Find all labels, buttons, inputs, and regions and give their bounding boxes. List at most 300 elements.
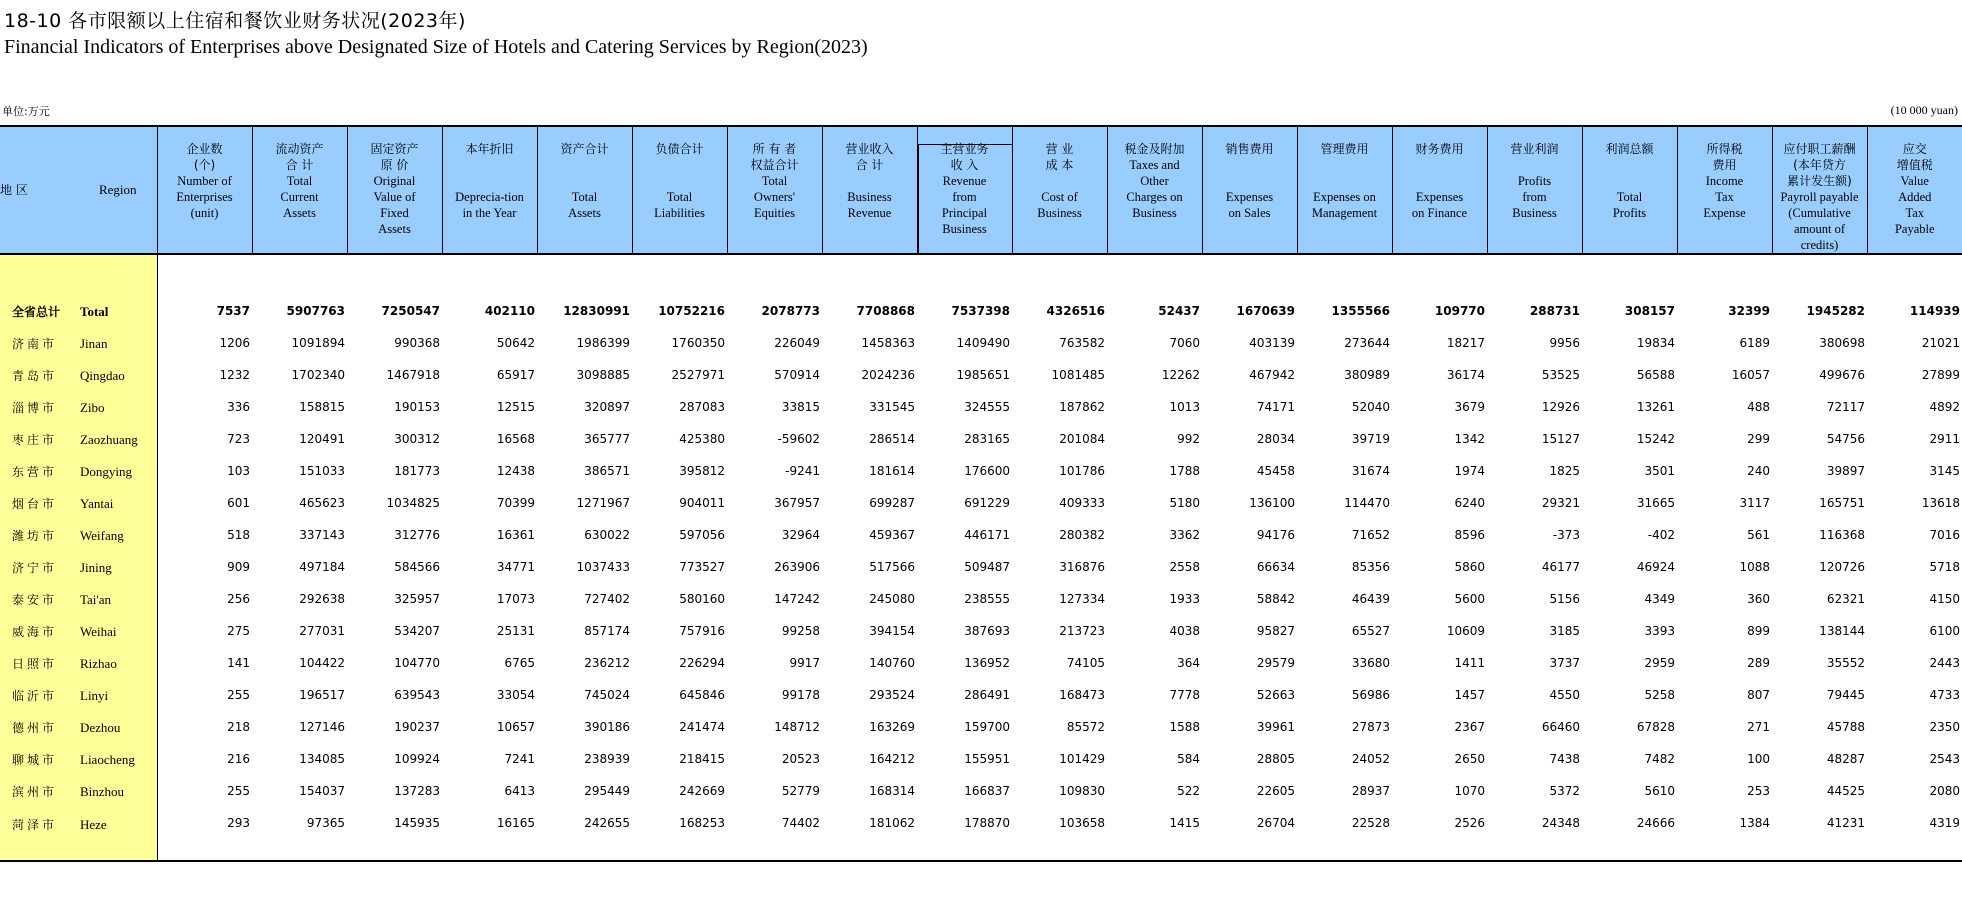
value-cell: 48287 [1826,752,1865,766]
value-cell: 1384 [1677,807,1772,861]
value-cell: 386571 [584,464,630,478]
value-cell: 336 [227,400,250,414]
value-cell: 5610 [1644,784,1675,798]
table-row [0,487,1962,519]
value-cell: 33815 [781,400,820,414]
value-cell: 138144 [1819,624,1865,638]
value-cell: 2526 [1392,807,1487,861]
value-cell: 148712 [774,720,820,734]
value-cell: 137283 [394,784,440,798]
column-header-cn: 企业数 (个) [186,142,223,172]
region-cell [0,519,157,551]
value-cell: 109770 [1434,304,1485,318]
value-cell: 74402 [727,807,822,861]
region-name-cn: 临沂市 [12,688,58,703]
value-cell: 275 [227,624,250,638]
column-header-cn: 主营业务 收 入 [940,142,989,172]
value-cell: 16568 [496,432,535,446]
value-cell: 7438 [1549,752,1580,766]
value-cell: 7537 [216,304,250,318]
value-cell: 79445 [1826,688,1865,702]
value-cell: 178870 [917,807,1012,861]
region-cell [0,359,157,391]
value-cell: -59602 [777,432,820,446]
value-cell: 31665 [1636,496,1675,510]
value-cell: 2527971 [671,368,725,382]
value-cell: 691229 [964,496,1010,510]
unit-label-english: (10 000 yuan) [1890,103,1958,117]
value-cell: 584 [1177,752,1200,766]
value-cell: 28034 [1256,432,1295,446]
value-cell: 45788 [1826,720,1865,734]
value-cell: 380698 [1819,336,1865,350]
column-header [252,126,347,254]
column-header-cn: 流动资产 合 计 [275,142,324,172]
value-cell: 425380 [679,432,725,446]
value-cell: 312776 [394,528,440,542]
value-cell: 242655 [537,807,632,861]
value-cell: 1206 [219,336,250,350]
value-cell: 409333 [1059,496,1105,510]
region-name-en: Liaocheng [80,751,135,767]
value-cell: 325957 [394,592,440,606]
value-cell: 65917 [496,368,535,382]
value-cell: 181773 [394,464,440,478]
value-cell: 4733 [1929,688,1960,702]
value-cell: 286491 [964,688,1010,702]
value-cell: 29579 [1256,656,1295,670]
region-name-cn: 威海市 [12,624,58,639]
value-cell: 18217 [1446,336,1485,350]
column-header-en: Revenue from Principal Business [941,174,988,236]
value-cell: 518 [227,528,250,542]
value-cell: 271 [1747,720,1770,734]
table-row [0,647,1962,679]
region-cell [0,327,157,359]
value-cell: 34771 [496,560,535,574]
column-header [442,126,537,254]
column-header-en: Business Revenue [847,190,892,220]
region-name-cn: 全省总计 [12,304,61,319]
column-header [537,126,632,254]
value-cell: 331545 [869,400,915,414]
value-cell: 745024 [584,688,630,702]
value-cell: 187862 [1059,400,1105,414]
value-cell: 54756 [1826,432,1865,446]
value-cell: 134085 [299,752,345,766]
region-name-cn: 德州市 [12,720,58,735]
value-cell: 44525 [1826,784,1865,798]
value-cell: 127334 [1059,592,1105,606]
value-cell: 1411 [1454,656,1485,670]
unit-label-chinese: 单位:万元 [2,105,50,118]
value-cell: 1467918 [386,368,440,382]
value-cell: 72117 [1826,400,1865,414]
region-cell [0,423,157,455]
value-cell: 136952 [964,656,1010,670]
value-cell: 242669 [679,784,725,798]
value-cell: 1271967 [576,496,630,510]
value-cell: 74171 [1256,400,1295,414]
value-cell: 12438 [496,464,535,478]
value-cell: 295449 [584,784,630,798]
value-cell: 2024236 [861,368,915,382]
value-cell: 52779 [781,784,820,798]
value-cell: 857174 [584,624,630,638]
value-cell: 24052 [1351,752,1390,766]
value-cell: 459367 [869,528,915,542]
value-cell: 114470 [1344,496,1390,510]
value-cell: 165751 [1819,496,1865,510]
value-cell: 240 [1747,464,1770,478]
value-cell: 196517 [299,688,345,702]
value-cell: 101786 [1059,464,1105,478]
region-cell [0,711,157,743]
value-cell: 29321 [1541,496,1580,510]
value-cell: 2959 [1644,656,1675,670]
header-region-cn: 地 区 [0,183,28,197]
column-header-cn: 销售费用 [1225,142,1274,156]
value-cell: 7250547 [381,304,440,318]
value-cell: 12262 [1161,368,1200,382]
value-cell: 337143 [299,528,345,542]
value-cell: 360 [1747,592,1770,606]
value-cell: 773527 [679,560,725,574]
region-name-en: Yantai [80,495,114,511]
column-header-cn: 利润总额 [1605,142,1654,156]
table-row [0,743,1962,775]
column-header [1677,126,1772,254]
value-cell: 584566 [394,560,440,574]
value-cell: 1588 [1169,720,1200,734]
value-cell: 190237 [394,720,440,734]
value-cell: 253 [1747,784,1770,798]
region-cell [0,679,157,711]
column-header-cn: 所 有 者 权益合计 [750,142,799,172]
value-cell: 22605 [1256,784,1295,798]
value-cell: 181614 [869,464,915,478]
column-header [157,126,252,254]
value-cell: 394154 [869,624,915,638]
value-cell: 1037433 [576,560,630,574]
value-cell: 904011 [679,496,725,510]
value-cell: 1986399 [576,336,630,350]
value-cell: 74105 [1066,656,1105,670]
table-row [0,775,1962,807]
value-cell: 28937 [1351,784,1390,798]
table-row [0,711,1962,743]
value-cell: 300312 [394,432,440,446]
value-cell: 364 [1177,656,1200,670]
value-cell: 33680 [1351,656,1390,670]
value-cell: 7537398 [951,304,1010,318]
value-cell: 639543 [394,688,440,702]
value-cell: 109924 [394,752,440,766]
value-cell: 1355566 [1331,304,1390,318]
region-cell [0,647,157,679]
value-cell: 109830 [1059,784,1105,798]
column-header [917,126,1012,254]
column-header-en: Total Current Assets [280,174,319,220]
value-cell: 10657 [496,720,535,734]
value-cell: 238939 [584,752,630,766]
value-cell: 50642 [496,336,535,350]
column-header-en: Expenses on Finance [1411,190,1468,220]
value-cell: 99258 [781,624,820,638]
value-cell: 7241 [504,752,535,766]
table-header-row [0,126,1962,254]
value-cell: 727402 [584,592,630,606]
value-cell: 176600 [964,464,1010,478]
value-cell: 145935 [347,807,442,861]
column-header [1487,126,1582,254]
value-cell: 104422 [299,656,345,670]
region-name-en: Binzhou [80,783,125,799]
region-name-cn: 烟台市 [12,496,58,511]
value-cell: 2080 [1929,784,1960,798]
value-cell: 2078773 [761,304,820,318]
column-header [1582,126,1677,254]
value-cell: 159700 [964,720,1010,734]
value-cell: 5372 [1549,784,1580,798]
value-cell: 763582 [1059,336,1105,350]
value-cell: 136100 [1249,496,1295,510]
value-cell: 3185 [1549,624,1580,638]
value-cell: 168253 [632,807,727,861]
column-header-en: Expenses on Sales [1225,190,1274,220]
value-cell: 561 [1747,528,1770,542]
value-cell: 630022 [584,528,630,542]
value-cell: 218415 [679,752,725,766]
value-cell: 7482 [1644,752,1675,766]
value-cell: 66634 [1256,560,1295,574]
value-cell: 100 [1747,752,1770,766]
value-cell: -9241 [785,464,820,478]
value-cell: 5180 [1169,496,1200,510]
value-cell: 3501 [1644,464,1675,478]
value-cell: 52663 [1256,688,1295,702]
column-header-cn: 本年折旧 [465,142,514,156]
value-cell: 277031 [299,624,345,638]
column-header-en: Total Assets [568,190,601,220]
value-cell: 71652 [1351,528,1390,542]
region-name-cn: 泰安市 [12,592,58,607]
value-cell: 4550 [1549,688,1580,702]
value-cell: 6413 [504,784,535,798]
column-header-en: Payroll payable (Cumulative amount of credits) [1780,190,1859,252]
value-cell: 4349 [1644,592,1675,606]
value-cell: 147242 [774,592,820,606]
value-cell: 403139 [1249,336,1295,350]
value-cell: 4038 [1169,624,1200,638]
column-header [822,126,917,254]
value-cell: 114939 [1909,304,1960,318]
value-cell: 292638 [299,592,345,606]
value-cell: 1985651 [956,368,1010,382]
value-cell: 1670639 [1236,304,1295,318]
financial-indicators-table [0,125,1962,862]
value-cell: 65527 [1351,624,1390,638]
value-cell: 3362 [1169,528,1200,542]
column-header-cn: 固定资产 原 价 [370,142,419,172]
value-cell: 1409490 [956,336,1010,350]
value-cell: 163269 [869,720,915,734]
column-header-en: Original Value of Fixed Assets [373,174,416,236]
value-cell: 67828 [1636,720,1675,734]
value-cell: 7016 [1929,528,1960,542]
value-cell: 6765 [504,656,535,670]
value-cell: -402 [1647,528,1675,542]
value-cell: 218 [227,720,250,734]
value-cell: 46177 [1541,560,1580,574]
value-cell: 1825 [1549,464,1580,478]
value-cell: 699287 [869,496,915,510]
value-cell: 151033 [299,464,345,478]
column-header-cn: 应交 增值税 [1896,142,1933,172]
table-title-chinese: 18-10 各市限额以上住宿和餐饮业财务状况(2023年) [4,10,466,32]
value-cell: 1788 [1169,464,1200,478]
value-cell: 99178 [781,688,820,702]
region-name-en: Dongying [80,463,132,479]
value-cell: 166837 [964,784,1010,798]
value-cell: 488 [1747,400,1770,414]
header-region-en: Region [98,182,137,197]
value-cell: 807 [1747,688,1770,702]
value-cell: 4150 [1929,592,1960,606]
value-cell: 85572 [1066,720,1105,734]
region-cell [0,775,157,807]
value-cell: 1081485 [1051,368,1105,382]
value-cell: 365777 [584,432,630,446]
value-cell: 95827 [1256,624,1295,638]
column-header [1012,126,1107,254]
column-header [727,126,822,254]
value-cell: 31674 [1351,464,1390,478]
region-name-en: Weifang [80,527,124,543]
value-cell: 1945282 [1806,304,1865,318]
value-cell: 1933 [1169,592,1200,606]
value-cell: 4319 [1867,807,1962,861]
column-header-cn: 营业收入 合 计 [845,142,894,172]
value-cell: 164212 [869,752,915,766]
value-cell: 522 [1177,784,1200,798]
value-cell: 94176 [1256,528,1295,542]
value-cell: 1974 [1454,464,1485,478]
value-cell: 12926 [1541,400,1580,414]
value-cell: 1091894 [291,336,345,350]
table-row-total [0,295,1962,327]
value-cell: 13618 [1921,496,1960,510]
value-cell: 5860 [1454,560,1485,574]
column-header [347,126,442,254]
value-cell: 3737 [1549,656,1580,670]
value-cell: 990368 [394,336,440,350]
value-cell: 273644 [1344,336,1390,350]
region-cell [0,615,157,647]
region-cell [0,391,157,423]
column-header-cn: 所得税 费用 [1706,142,1743,172]
value-cell: 2367 [1454,720,1485,734]
value-cell: 601 [227,496,250,510]
value-cell: 446171 [964,528,1010,542]
region-name-cn: 滨州市 [12,784,58,799]
value-cell: 499676 [1819,368,1865,382]
region-name-en: Zaozhuang [80,431,138,447]
value-cell: 190153 [394,400,440,414]
value-cell: 19834 [1636,336,1675,350]
value-cell: 56986 [1351,688,1390,702]
column-header [1772,126,1867,254]
value-cell: 467942 [1249,368,1295,382]
column-header-en: Profits from Business [1512,174,1557,220]
value-cell: 9917 [789,656,820,670]
value-cell: 35552 [1826,656,1865,670]
value-cell: 3145 [1929,464,1960,478]
value-cell: 120491 [299,432,345,446]
value-cell: 32399 [1728,304,1770,318]
value-cell: 367957 [774,496,820,510]
value-cell: 534207 [394,624,440,638]
column-header-en: Number of Enterprises (unit) [176,174,233,220]
value-cell: 53525 [1541,368,1580,382]
region-name-cn: 菏泽市 [12,818,58,832]
column-header [1297,126,1392,254]
region-name-cn: 青岛市 [12,368,58,383]
region-name-cn: 枣庄市 [12,432,58,447]
value-cell: 287083 [679,400,725,414]
value-cell: 236212 [584,656,630,670]
value-cell: 154037 [299,784,345,798]
region-cell [0,807,157,861]
value-cell: 293524 [869,688,915,702]
value-cell: 3098885 [576,368,630,382]
value-cell: 245080 [869,592,915,606]
value-cell: 103 [227,464,250,478]
table-row [0,583,1962,615]
value-cell: 380989 [1344,368,1390,382]
region-name-cn: 日照市 [12,656,58,671]
value-cell: 28805 [1256,752,1295,766]
value-cell: 213723 [1059,624,1105,638]
value-cell: 1013 [1169,400,1200,414]
value-cell: 1088 [1739,560,1770,574]
value-cell: 6189 [1739,336,1770,350]
column-header-cn: 营业利润 [1510,142,1559,156]
value-cell: 52040 [1351,400,1390,414]
region-name-en: Jining [80,559,112,575]
region-name-cn: 济宁市 [12,560,58,575]
value-cell: 387693 [964,624,1010,638]
table-row [0,519,1962,551]
value-cell: 201084 [1059,432,1105,446]
value-cell: 1415 [1107,807,1202,861]
column-header [1867,126,1962,254]
value-cell: 70399 [496,496,535,510]
header-region [0,126,157,254]
region-name-en: Rizhao [80,655,117,671]
value-cell: 723 [227,432,250,446]
value-cell: 241474 [679,720,725,734]
value-cell: 97365 [252,807,347,861]
column-header-cn: 负债合计 [655,142,704,156]
value-cell: 140760 [869,656,915,670]
value-cell: 155951 [964,752,1010,766]
value-cell: 1760350 [671,336,725,350]
value-cell: 6240 [1454,496,1485,510]
value-cell: 39897 [1826,464,1865,478]
table-row [0,391,1962,423]
value-cell: 24348 [1487,807,1582,861]
